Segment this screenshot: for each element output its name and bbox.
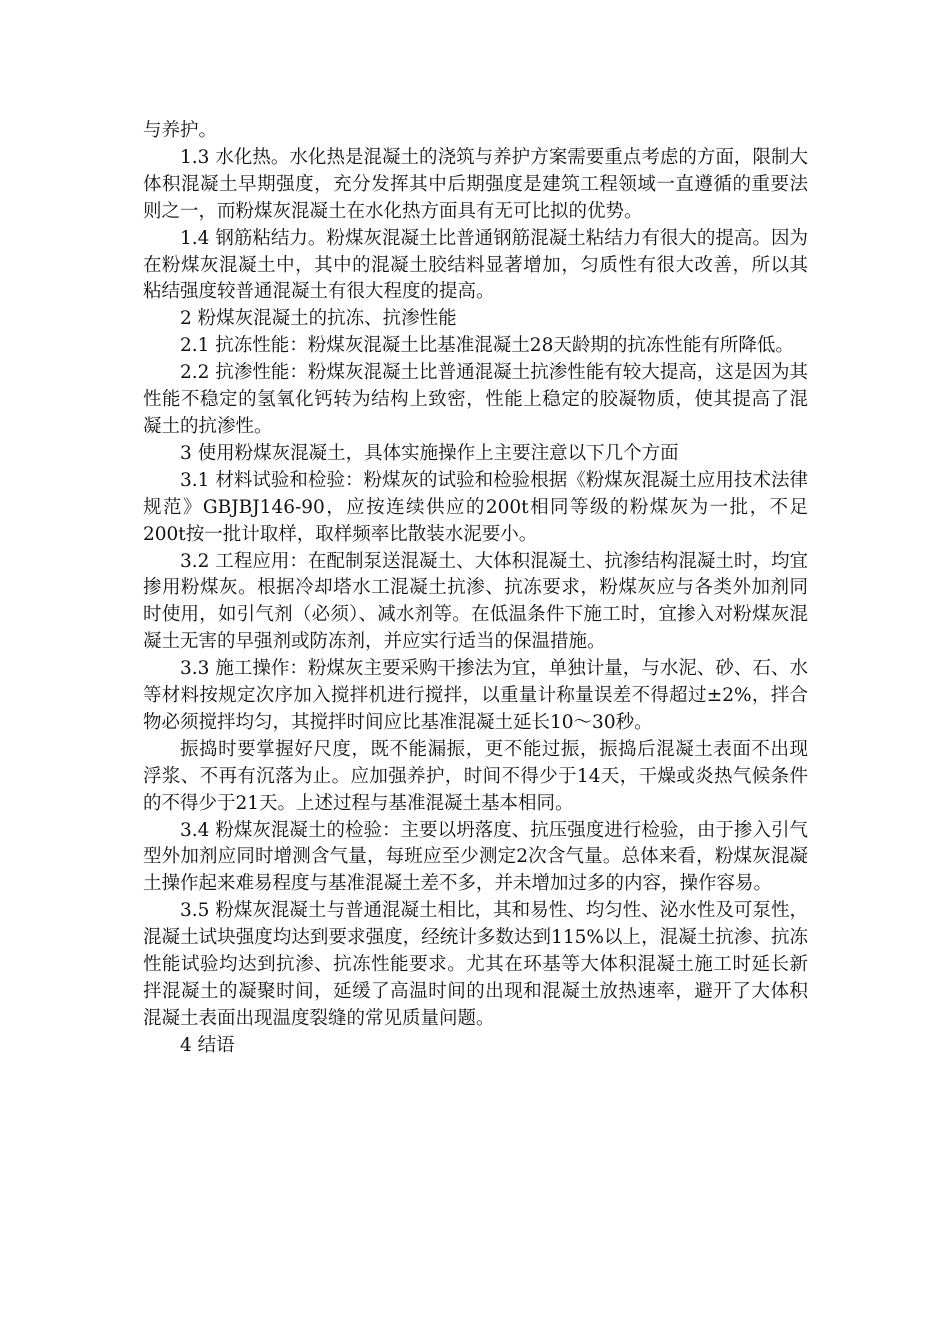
paragraph-1-3-hydration-heat: 1.3 水化热。水化热是混凝土的浇筑与养护方案需要重点考虑的方面，限制大体积混凝土早期强度，充分发挥其中后期强度是建筑工程领域一直遵循的重要法则之一，而粉煤灰混凝土在水化热方面具有无可比拟的优势。 xyxy=(143,146,808,222)
paragraph-3-3-construction: 3.3 施工操作：粉煤灰主要采购干掺法为宜，单独计量，与水泥、砂、石、水等材料按规定次序加入搅拌机进行搅拌，以重量计称量误差不得超过±2%，拌合物必须搅拌均匀，其搅拌时间应比基准混凝土延长10～30秒。 xyxy=(143,658,808,733)
paragraph-2-2-impermeability: 2.2 抗渗性能：粉煤灰混凝土比普通混凝土抗渗性能有较大提高，这是因为其性能不稳定的氢氧化钙转为结构上致密，性能上稳定的胶凝物质，使其提高了混凝土的抗渗性。 xyxy=(143,362,808,437)
section-heading-3: 3 使用粉煤灰混凝土，具体实施操作上主要注意以下几个方面 xyxy=(180,442,679,464)
paragraph-continuation: 与养护。 xyxy=(143,120,218,141)
paragraph-2-1-frost-resistance: 2.1 抗冻性能：粉煤灰混凝土比基准混凝土28天龄期的抗冻性能有所降低。 xyxy=(180,335,794,357)
section-heading-2: 2 粉煤灰混凝土的抗冻、抗渗性能 xyxy=(180,308,457,330)
paragraph-3-5-comparison: 3.5 粉煤灰混凝土与普通混凝土相比，其和易性、均匀性、泌水性及可泵性，混凝土试块强度均达到要求强度，经统计多数达到115%以上，混凝土抗渗、抗冻性能试验均达到抗渗、抗冻性能要求。尤其在环基等大体积混凝土施工时延长新拌混凝土的凝聚时间，延缓了高温时间的出现和混凝土放热速率，避开了大体积混凝土表面出现温度裂缝的常见质量问题。 xyxy=(143,900,808,1029)
paragraph-3-4-inspection: 3.4 粉煤灰混凝土的检验：主要以坍落度、抗压强度进行检验，由于掺入引气型外加剂应同时增测含气量，每班应至少测定2次含气量。总体来看，粉煤灰混凝土操作起来难易程度与基准混凝土差不多，并未增加过多的内容，操作容易。 xyxy=(143,819,808,895)
paragraph-vibration-curing: 振捣时要掌握好尺度，既不能漏振，更不能过振，振捣后混凝土表面不出现浮浆、不再有沉落为止。应加强养护，时间不得少于14天，干燥或炎热气候条件的不得少于21天。上述过程与基准混凝土基本相同。 xyxy=(143,738,808,814)
document-body xyxy=(143,118,808,1060)
paragraph-1-4-bond-strength: 1.4 钢筋粘结力。粉煤灰混凝土比普通钢筋混凝土粘结力有很大的提高。因为在粉煤灰混凝土中，其中的混凝土胶结料显著增加，匀质性有很大改善，所以其粘结强度较普通混凝土有很大程度的提高。 xyxy=(143,227,808,303)
section-heading-4-conclusion: 4 结语 xyxy=(180,1034,235,1056)
paragraph-3-1-material-testing: 3.1 材料试验和检验：粉煤灰的试验和检验根据《粉煤灰混凝土应用技术法律规范》GBJBJ146-90，应按连续供应的200t相同等级的粉煤灰为一批，不足200t按一批计取样，取样频率比散装水泥要小。 xyxy=(143,469,808,545)
paragraph-3-2-engineering-application: 3.2 工程应用：在配制泵送混凝土、大体积混凝土、抗渗结构混凝土时，均宜掺用粉煤灰。根据冷却塔水工混凝土抗渗、抗冻要求，粉煤灰应与各类外加剂同时使用，如引气剂（必须）、减水剂等。在低温条件下施工时，宜掺入对粉煤灰混凝土无害的早强剂或防冻剂，并应实行适当的保温措施。 xyxy=(143,550,808,653)
